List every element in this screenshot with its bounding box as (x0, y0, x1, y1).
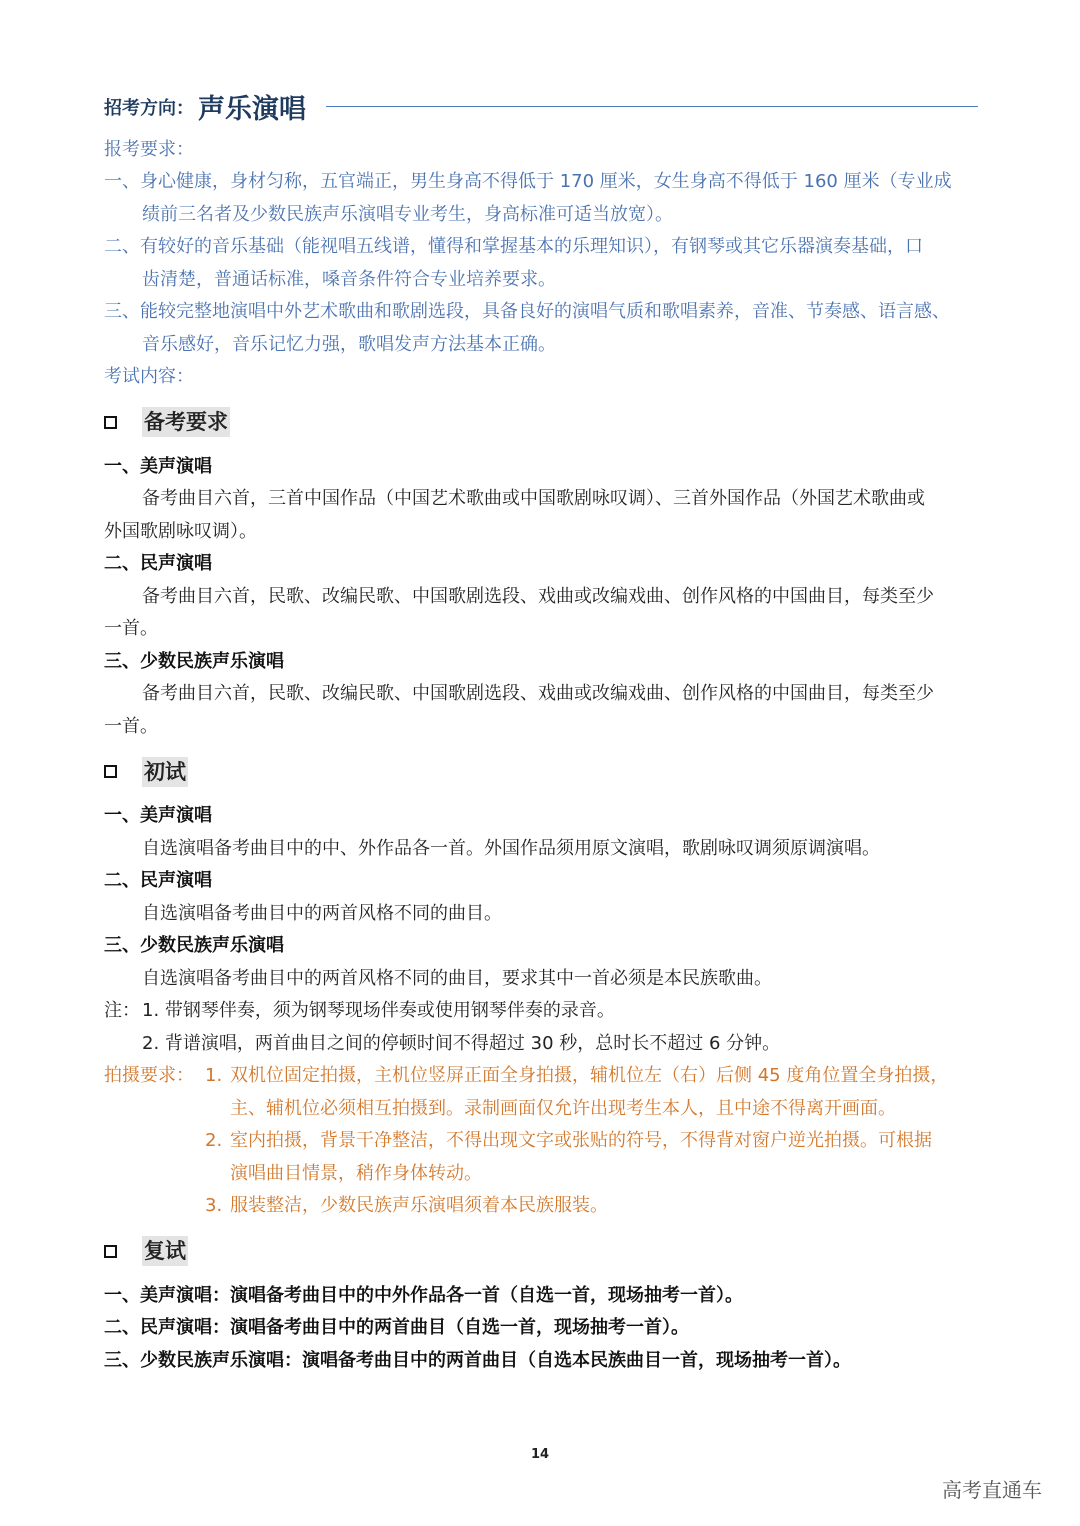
item-line: 备考曲目六首，民歌、改编民歌、中国歌剧选段、戏曲或改编戏曲、创作风格的中国曲目，每类至少 (142, 683, 934, 705)
filming-text: 双机位固定拍摄，主机位竖屏正面全身拍摄，辅机位左（右）后侧 45 度角位置全身拍摄， (230, 1065, 949, 1087)
note-num: 2. (142, 1032, 160, 1054)
section-first (104, 743, 978, 800)
filming-text: 演唱曲目情景，稍作身体转动。 (230, 1162, 482, 1184)
retest-line: 三、少数民族声乐演唱：演唱备考曲目中的两首曲目（自选本民族曲目一首，现场抽考一首）。 (104, 1349, 851, 1371)
req-line: 一、身心健康，身材匀称，五官端正，男生身高不得低于 170 厘米，女生身高不得低于 160 厘米（专业成 (104, 171, 952, 193)
item-line: 一首。 (104, 715, 158, 737)
item-line: 自选演唱备考曲目中的两首风格不同的曲目，要求其中一首必须是本民族歌曲。 (142, 967, 772, 989)
filming-num: 2. (205, 1130, 223, 1152)
filming-item (104, 1190, 978, 1223)
retest-line: 二、民声演唱：演唱备考曲目中的两首曲目（自选一首，现场抽考一首）。 (104, 1317, 689, 1339)
note (104, 1028, 978, 1061)
section-title: 备考要求 (142, 407, 230, 437)
page-title (104, 80, 978, 134)
item-head: 二、民声演唱 (104, 870, 212, 892)
item-line: 自选演唱备考曲目中的两首风格不同的曲目。 (142, 902, 502, 924)
note-label: 注： (104, 1000, 140, 1022)
filming-num: 1. (205, 1065, 223, 1087)
filming-item (104, 1125, 978, 1158)
item-head: 三、少数民族声乐演唱 (104, 935, 284, 957)
title-main: 声乐演唱 (198, 94, 306, 126)
retest-line: 一、美声演唱：演唱备考曲目中的中外作品各一首（自选一首，现场抽考一首）。 (104, 1284, 743, 1306)
checkbox-icon (104, 765, 117, 778)
watermark: 高考直通车 (942, 1478, 1042, 1502)
item-line: 备考曲目六首，三首中国作品（中国艺术歌曲或中国歌剧咏叹调）、三首外国作品（外国艺术歌曲或 (142, 488, 925, 510)
section-second (104, 1223, 978, 1280)
item-head: 一、美声演唱 (104, 455, 212, 477)
title-divider (326, 106, 978, 107)
checkbox-icon (104, 1245, 117, 1258)
section-title: 初试 (142, 757, 188, 787)
section-prep (104, 394, 978, 451)
filming-text: 服装整洁，少数民族声乐演唱须着本民族服装。 (230, 1195, 608, 1217)
title-label: 招考方向： (104, 97, 194, 119)
page-number: 14 (530, 1447, 550, 1462)
item-line: 自选演唱备考曲目中的中、外作品各一首。外国作品须用原文演唱，歌剧咏叹调须原调演唱。 (142, 837, 880, 859)
item-head: 三、少数民族声乐演唱 (104, 650, 284, 672)
requirements-heading: 报考要求： (104, 138, 194, 160)
filming-text: 室内拍摄，背景干净整洁，不得出现文字或张贴的符号，不得背对窗户逆光拍摄。可根据 (230, 1130, 932, 1152)
item-head: 二、民声演唱 (104, 553, 212, 575)
req-line: 绩前三名者及少数民族声乐演唱专业考生，身高标准可适当放宽）。 (142, 203, 673, 225)
note-num: 1. (142, 1000, 160, 1022)
filming-num: 3. (205, 1195, 223, 1217)
req-line: 二、有较好的音乐基础（能视唱五线谱，懂得和掌握基本的乐理知识），有钢琴或其它乐器演奏基础，口 (104, 236, 923, 258)
item-line: 备考曲目六首，民歌、改编民歌、中国歌剧选段、戏曲或改编戏曲、创作风格的中国曲目，每类至少 (142, 585, 934, 607)
note-text: 背谱演唱，两首曲目之间的停顿时间不得超过 30 秒，总时长不超过 6 分钟。 (164, 1032, 781, 1054)
checkbox-icon (104, 416, 117, 429)
note-text: 带钢琴伴奏，须为钢琴现场伴奏或使用钢琴伴奏的录音。 (164, 1000, 615, 1022)
filming-item (104, 1060, 978, 1093)
filming-text: 主、辅机位必须相互拍摄到。录制画面仅允许出现考生本人，且中途不得离开画面。 (230, 1097, 896, 1119)
item-head: 一、美声演唱 (104, 805, 212, 827)
exam-heading: 考试内容： (104, 366, 194, 388)
req-line: 音乐感好，音乐记忆力强，歌唱发声方法基本正确。 (142, 333, 556, 355)
item-line: 外国歌剧咏叹调）。 (104, 520, 257, 542)
req-line: 齿清楚，普通话标准，嗓音条件符合专业培养要求。 (142, 268, 556, 290)
section-title: 复试 (142, 1236, 188, 1266)
req-line: 三、能较完整地演唱中外艺术歌曲和歌剧选段，具备良好的演唱气质和歌唱素养，音准、节奏感、语言感、 (104, 301, 950, 323)
note (104, 995, 978, 1028)
filming-label: 拍摄要求： (104, 1065, 194, 1087)
item-line: 一首。 (104, 618, 158, 640)
